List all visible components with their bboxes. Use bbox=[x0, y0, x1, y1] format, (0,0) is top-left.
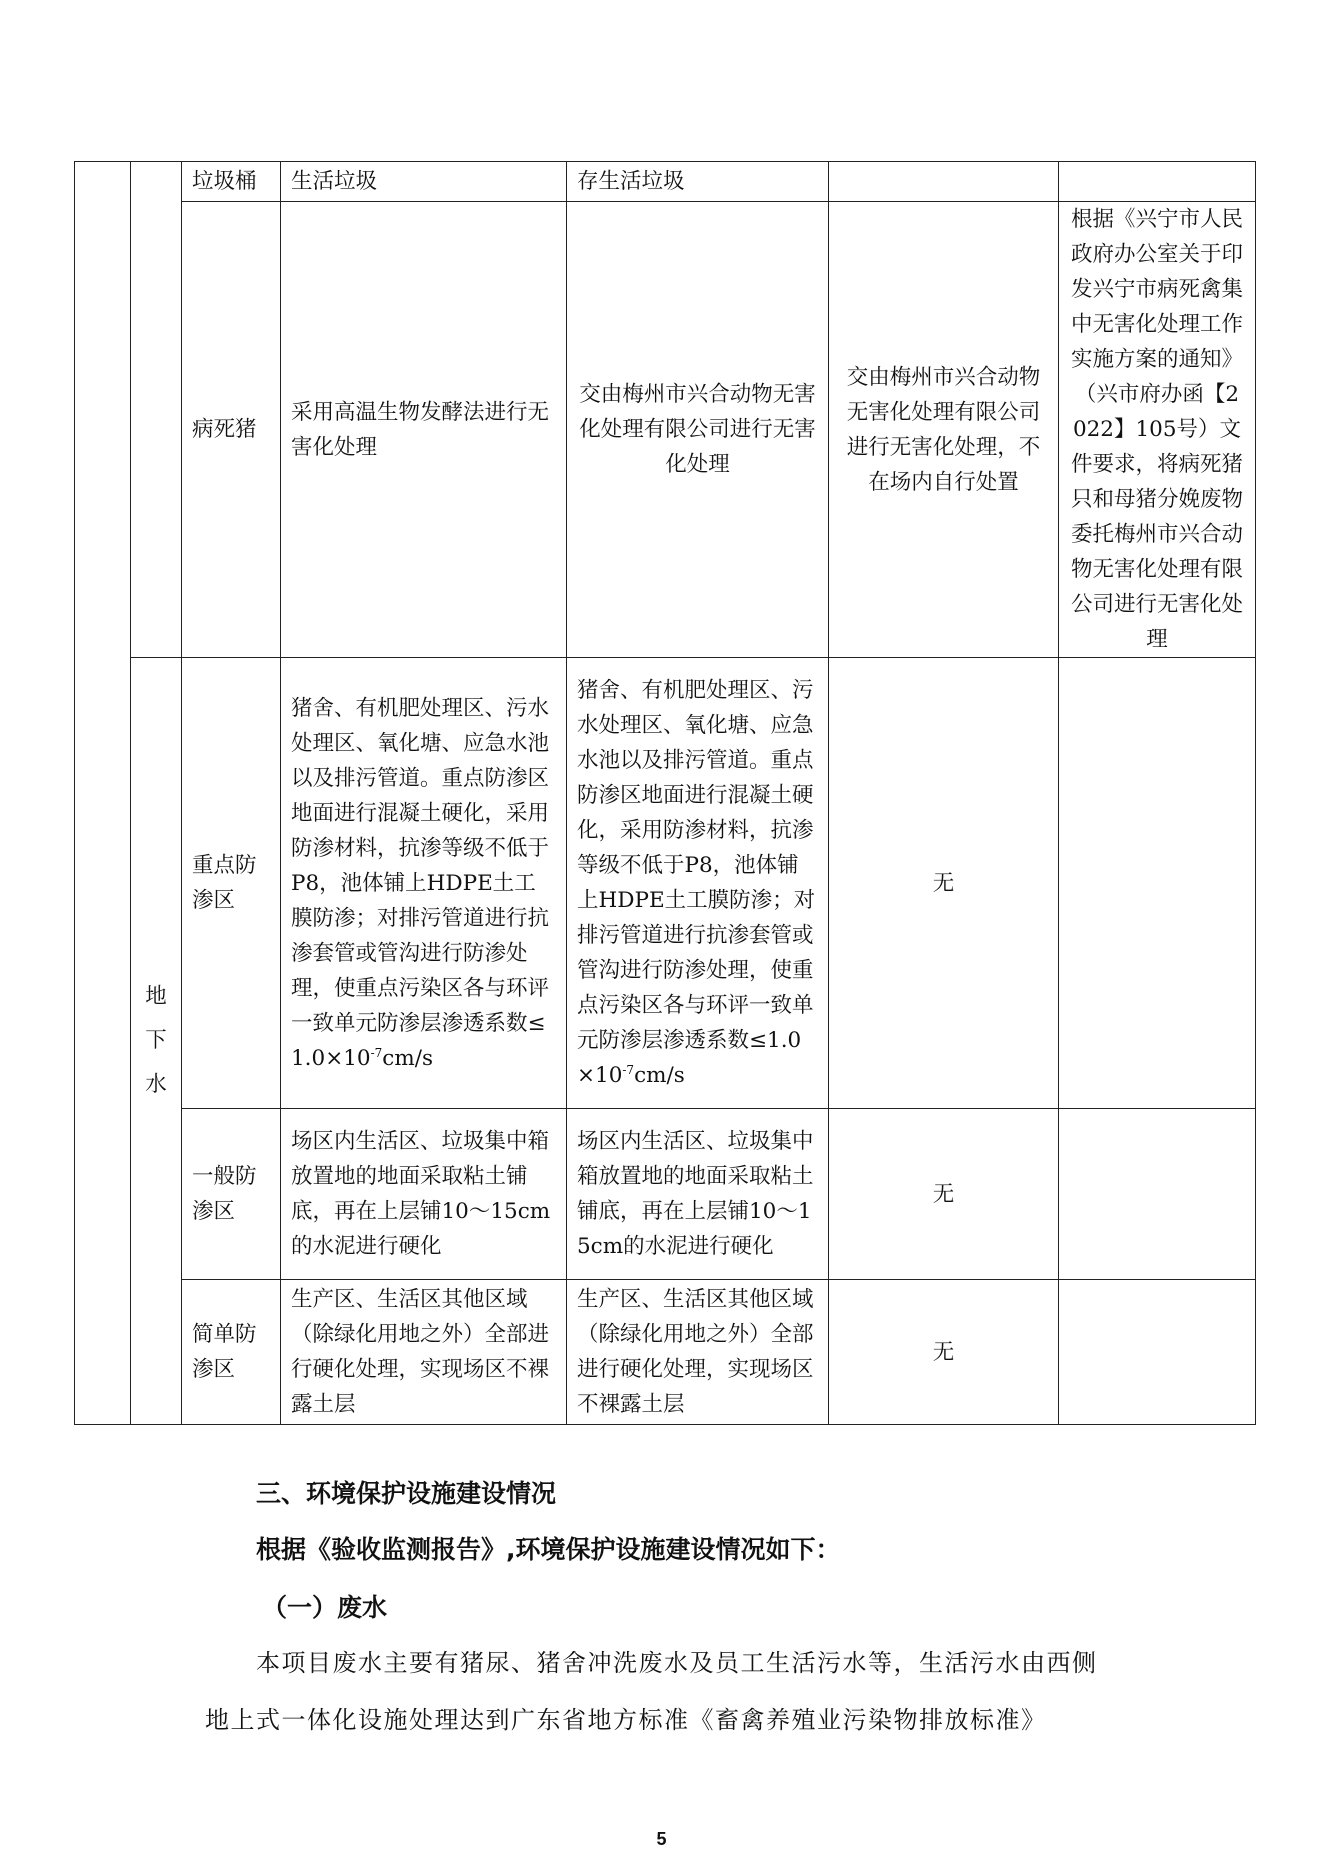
remark-cell bbox=[1059, 658, 1256, 1109]
eia-requirement-cell: 场区内生活区、垃圾集中箱放置地的地面采取粘土铺底，再在上层铺10～15cm的水泥进行硬化 bbox=[281, 1109, 567, 1280]
change-cell bbox=[829, 162, 1059, 202]
table-row-garbage-bin bbox=[75, 162, 1256, 202]
actual-construction-cell: 生产区、生活区其他区域（除绿化用地之外）全部进行硬化处理，实现场区不裸露土层 bbox=[567, 1280, 829, 1425]
permeability-unit-tail: cm/s bbox=[634, 1063, 685, 1088]
actual-construction-cell: 场区内生活区、垃圾集中箱放置地的地面采取粘土铺底，再在上层铺10～15cm的水泥进行硬化 bbox=[567, 1109, 829, 1280]
groundwater-char-1: 地 bbox=[145, 984, 167, 1009]
table-row-key-seepage-zone bbox=[75, 658, 1256, 1109]
paragraph-line-2: 地上式一体化设施处理达到广东省地方标准《畜禽养殖业污染物排放标准》 bbox=[205, 1706, 1047, 1734]
actual-construction-cell: 交由梅州市兴合动物无害化处理有限公司进行无害化处理 bbox=[567, 202, 829, 658]
item-name-cell: 病死猪 bbox=[182, 202, 281, 658]
item-name-cell: 垃圾桶 bbox=[182, 162, 281, 202]
subcategory-cell-empty bbox=[131, 162, 182, 658]
remark-cell bbox=[1059, 1109, 1256, 1280]
actual-construction-cell: 存生活垃圾 bbox=[567, 162, 829, 202]
table-row-dead-pigs bbox=[75, 202, 1256, 658]
actual-construction-text: 猪舍、有机肥处理区、污水处理区、氧化塘、应急水池以及排污管道。重点防渗区地面进行混凝土硬化，采用防渗材料，抗渗等级不低于P8，池体铺上HDPE土工膜防渗；对排污管道进行抗渗套管或管沟进行防渗处理，使重点污染区各与环评一致单元防渗层渗透系数≤ bbox=[577, 678, 816, 1053]
table-row-simple-seepage-zone bbox=[75, 1280, 1256, 1425]
groundwater-char-2: 下 bbox=[145, 1028, 167, 1053]
section-heading: 三、环境保护设施建设情况 bbox=[256, 1479, 557, 1508]
eia-requirement-cell: 生活垃圾 bbox=[281, 162, 567, 202]
paragraph-line-1: 本项目废水主要有猪尿、猪舍冲洗废水及员工生活污水等，生活污水由西侧 bbox=[256, 1649, 1098, 1677]
permeability-unit-exponent: -7 bbox=[370, 1045, 383, 1060]
eia-requirement-cell: 生产区、生活区其他区域（除绿化用地之外）全部进行硬化处理，实现场区不裸露土层 bbox=[281, 1280, 567, 1425]
intro-line: 根据《验收监测报告》,环境保护设施建设情况如下： bbox=[256, 1535, 841, 1564]
remark-cell bbox=[1059, 162, 1256, 202]
change-cell: 无 bbox=[829, 658, 1059, 1109]
permeability-unit-base: 10 bbox=[343, 1045, 371, 1071]
item-name-cell: 一般防渗区 bbox=[182, 1109, 281, 1280]
table-row-general-seepage-zone bbox=[75, 1109, 1256, 1280]
item-name-cell: 简单防渗区 bbox=[182, 1280, 281, 1425]
facility-table bbox=[74, 161, 1256, 1425]
remark-cell bbox=[1059, 1280, 1256, 1425]
change-cell: 无 bbox=[829, 1109, 1059, 1280]
eia-requirement-cell: 采用高温生物发酵法进行无害化处理 bbox=[281, 202, 567, 658]
permeability-unit-tail: cm/s bbox=[382, 1045, 433, 1071]
eia-requirement-text: 猪舍、有机肥处理区、污水处理区、氧化塘、应急水池以及排污管道。重点防渗区地面进行混凝土硬化，采用防渗材料，抗渗等级不低于P8，池体铺上HDPE土工膜防渗；对排污管道进行抗渗套管或管沟进行防渗处理，使重点污染区各与环评一致单元防渗层渗透系数≤1.0× bbox=[291, 695, 550, 1071]
page-number: 5 bbox=[656, 1829, 667, 1849]
change-cell: 交由梅州市兴合动物无害化处理有限公司进行无害化处理，不在场内自行处置 bbox=[829, 202, 1059, 658]
groundwater-category-cell bbox=[131, 658, 182, 1425]
change-cell: 无 bbox=[829, 1280, 1059, 1425]
groundwater-char-3: 水 bbox=[145, 1072, 167, 1097]
actual-construction-cell bbox=[567, 658, 829, 1109]
permeability-unit-exponent: -7 bbox=[622, 1062, 635, 1077]
permeability-unit-base: 1.0×10 bbox=[577, 1028, 802, 1088]
category-cell-empty bbox=[75, 162, 131, 1425]
subheading-wastewater: （一）废水 bbox=[262, 1593, 388, 1622]
remark-cell: 根据《兴宁市人民政府办公室关于印发兴宁市病死禽集中无害化处理工作实施方案的通知》（兴市府办函【2022】105号）文件要求，将病死猪只和母猪分娩废物委托梅州市兴合动物无害化处理有限公司进行无害化处理 bbox=[1059, 202, 1256, 658]
eia-requirement-cell bbox=[281, 658, 567, 1109]
item-name-cell: 重点防渗区 bbox=[182, 658, 281, 1109]
